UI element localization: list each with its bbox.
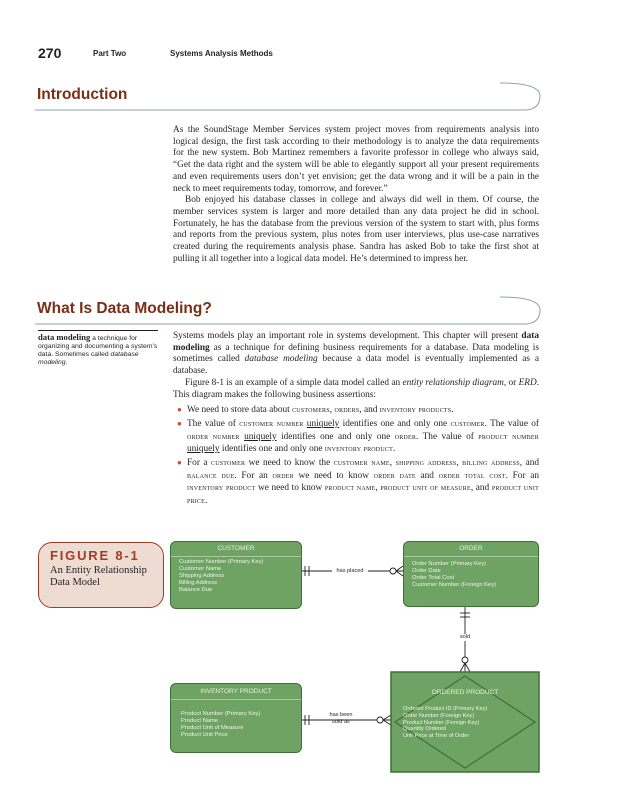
entity-customer [170, 541, 302, 609]
margin-term: data modeling [38, 332, 91, 342]
section-heading-introduction: Introduction [37, 86, 128, 103]
entity-order [403, 541, 539, 607]
bullet-icon: ● [177, 418, 182, 428]
intro-paragraph-2: Bob enjoyed his database classes in college and always did well in them. Of course, the member services system is larger and more detailed than any data project he did in school. Fortunately, he has the database from the previous version of the system to start with, plus forms and reports from the previous system, plus notes from user interviews, plus use-case narratives created during the requirements analysis phase. Sandra has asked Bob to take the first shot at pulling it all together into a logical data model. He’s determined to impress her. [173, 195, 539, 264]
section-heading-data-modeling: What Is Data Modeling? [37, 300, 212, 317]
key-term: data modeling [173, 331, 539, 353]
entity-title: INVENTORY PRODUCT [200, 688, 272, 695]
bullet-icon: ● [177, 458, 182, 468]
relationship-label-sold: sold [456, 634, 474, 641]
entity-inventory-product [170, 683, 302, 753]
entity-ordered-product-attributes: Ordered Product ID (Primary Key) Order Number (Foreign Key) Product Number (Foreign Key) Quantity Ordered Unit Price at Time of Order [403, 706, 488, 740]
list-item: ● The value of customer number uniquely identifies one and only one customer. The value of order number uniquely identifies one and only one order. The value of product number uniquely identifies one and only one inventory product. [177, 418, 539, 455]
margin-definition-alt-term: database modeling. [38, 351, 139, 366]
page-number: 270 [38, 45, 62, 61]
relationship-label-has-been-sold-as: has been sold as [329, 712, 353, 725]
entity-attributes: Order Number (Primary Key) Order Date Order Total Cost Customer Number (Foreign Key) [412, 561, 497, 588]
entity-title: CUSTOMER [217, 545, 255, 552]
entity-title: ORDER [459, 545, 483, 552]
figure-number: FIGURE 8-1 [50, 548, 140, 563]
data-modeling-paragraph-2: Figure 8-1 is an example of a simple data model called an entity relationship diagram, or ERD. This diagram makes the following business assertions: [173, 377, 540, 400]
entity-attributes: Product Number (Primary Key) Product Name Product Unit of Measure Product Unit Price [181, 711, 261, 738]
figure-caption: An Entity Relationship Data Model [50, 565, 147, 588]
margin-definition: a technique for organizing and documenting a system’s data. Sometimes called [38, 335, 158, 358]
running-head-part: Part Two [93, 49, 127, 58]
relationship-label-has-placed: has placed [332, 568, 368, 575]
list-item: ● For a customer we need to know the customer name, shipping address, billing address, and balance due. For an order we need to know order date and order total cost. For an inventory product we need to know product name, product unit of measure, and product unit price. [177, 458, 539, 507]
list-item: ● We need to store data about customers, orders, and inventory products. [177, 405, 454, 416]
bullet-icon: ● [177, 405, 182, 415]
running-head-title: Systems Analysis Methods [170, 49, 273, 58]
entity-attributes: Customer Number (Primary Key) Customer Name Shipping Address Billing Address Balance Due [179, 559, 264, 593]
intro-paragraph-1: As the SoundStage Member Services system project moves from requirements analysis into logical design, the first task according to their methodology is to analyze the data requirements for the new system. Bob Martinez remembers a favorite professor in college who always said, “Get the data right and the system will be able to elegantly support all your present requirements and even requirements users don’t yet envision; get the data wrong and it will be a pain in the neck to meet requirements today, tomorrow, and forever.” [173, 125, 539, 194]
data-modeling-paragraph-1: Systems models play an important role in systems development. This chapter will present data modeling as a technique for defining business requirements for a database. Data modeling is sometimes called database modeling because a data model is eventually implemented as a database. [173, 331, 539, 377]
entity-ordered-product-title: ORDERED PRODUCT [431, 689, 499, 696]
